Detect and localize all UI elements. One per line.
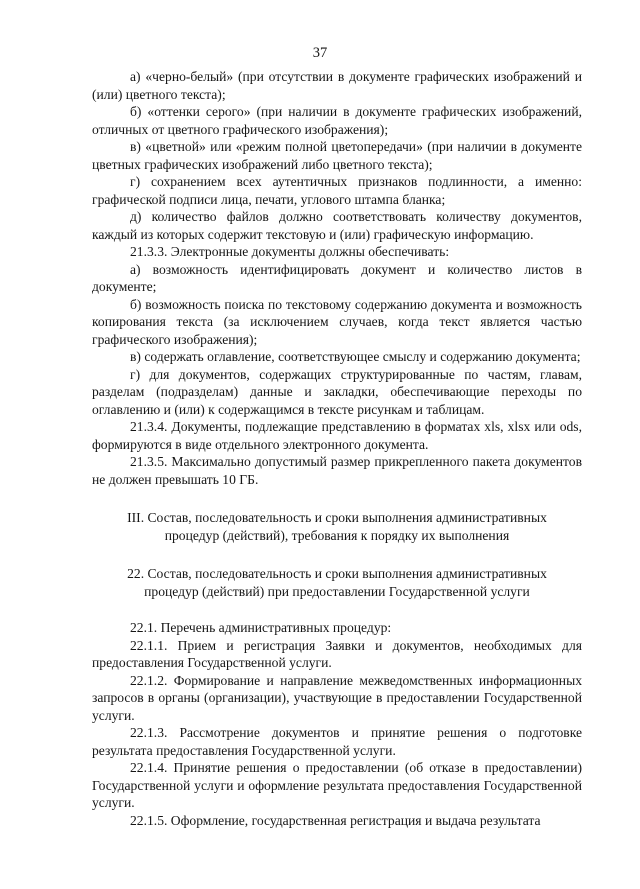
document-body bbox=[92, 68, 582, 829]
paragraph-item-a-bw: а) «черно-белый» (при отсутствии в документе графических изображений и (или) цветного текста); bbox=[92, 69, 582, 102]
paragraph-item-v-toc: в) содержать оглавление, соответствующее смыслу и содержанию документа; bbox=[130, 349, 581, 364]
subsection-heading: 22. Состав, последовательность и сроки выполнения административных процедур (действий) при предоставлении Государственной услуги bbox=[127, 566, 547, 599]
paragraph-22-1-3: 22.1.3. Рассмотрение документов и принятие решения о подготовке результата предоставления Государственной услуги. bbox=[92, 725, 582, 758]
paragraph-22-1-2: 22.1.2. Формирование и направление межведомственных информационных запросов в органы (организации), участвующие в предоставлении Государственной услуги. bbox=[92, 672, 582, 723]
section-heading: III. Состав, последовательность и сроки выполнения административных процедур (действий), требования к порядку их выполнения bbox=[127, 510, 547, 543]
paragraph-item-b-search: б) возможность поиска по текстовому содержанию документа и возможность копирования текста (за исключением случаев, когда текст является частью графического изображения); bbox=[92, 296, 582, 347]
paragraph-22-1-5: 22.1.5. Оформление, государственная регистрация и выдача результата bbox=[130, 812, 541, 828]
paragraph-item-b-grayscale: б) «оттенки серого» (при наличии в документе графических изображений, отличных от цветного графического изображения); bbox=[92, 104, 582, 137]
paragraph-21-3-5: 21.3.5. Максимально допустимый размер прикрепленного пакета документов не должен превышать 10 ГБ. bbox=[92, 454, 582, 487]
paragraph-item-g-authenticity: г) сохранением всех аутентичных признаков подлинности, а именно: графической подписи лица, печати, углового штампа бланка; bbox=[92, 174, 582, 207]
paragraph-item-a-identify: а) возможность идентифицировать документ и количество листов в документе; bbox=[92, 261, 582, 294]
paragraph-item-g-bookmarks: г) для документов, содержащих структурированные по частям, главам, разделам (подразделам) данные и закладки, обеспечивающие переходы по оглавлению и (или) к содержащимся в тексте рисункам и таблицам. bbox=[92, 366, 582, 417]
paragraph-item-d-file-count: д) количество файлов должно соответствовать количеству документов, каждый из которых содержит текстовую и (или) графическую информацию. bbox=[92, 209, 582, 242]
paragraph-21-3-4: 21.3.4. Документы, подлежащие представлению в форматах xls, xlsx или ods, формируются в виде отдельного электронного документа. bbox=[92, 419, 582, 452]
paragraph-21-3-3: 21.3.3. Электронные документы должны обеспечивать: bbox=[130, 244, 450, 259]
page-number: 37 bbox=[312, 45, 328, 61]
paragraph-22-1-4: 22.1.4. Принятие решения о предоставлении (об отказе в предоставлении) Государственной услуги и оформление результата предоставления Государственной услуги. bbox=[92, 760, 582, 810]
paragraph-22-1: 22.1. Перечень административных процедур: bbox=[130, 620, 392, 635]
paragraph-item-v-color: в) «цветной» или «режим полной цветопередачи» (при наличии в документе цветных графических изображений либо цветного текста); bbox=[92, 139, 582, 172]
paragraph-22-1-1: 22.1.1. Прием и регистрация Заявки и документов, необходимых для предоставления Государственной услуги. bbox=[92, 637, 582, 670]
